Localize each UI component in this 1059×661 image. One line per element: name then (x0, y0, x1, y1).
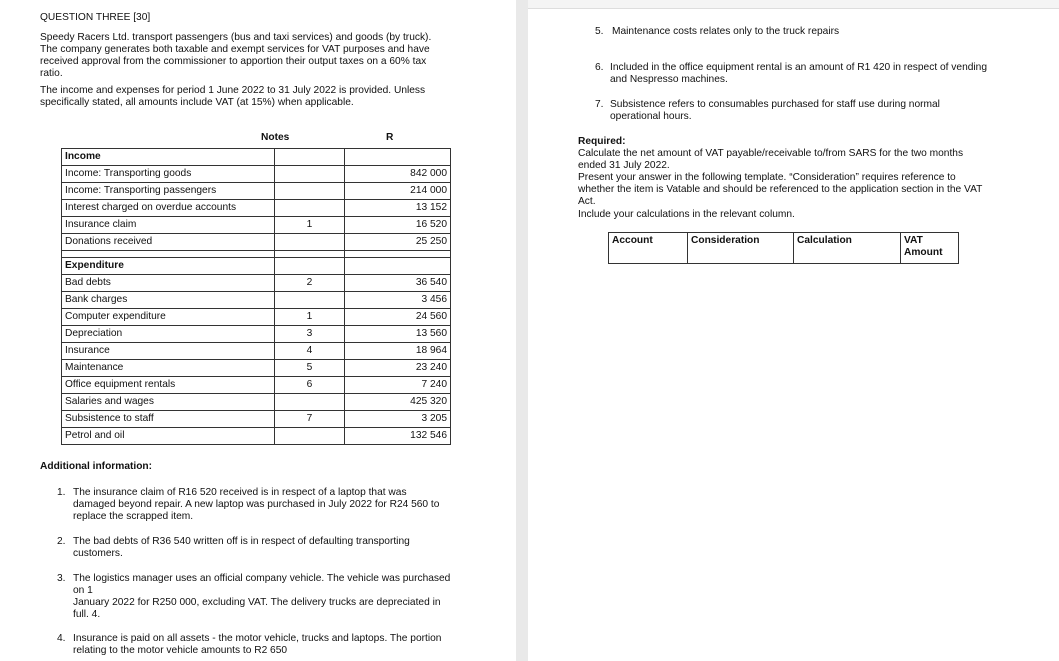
expenditure-heading: Expenditure (62, 258, 275, 275)
note-line: The insurance claim of R16 520 received is in respect of a laptop that was (73, 487, 407, 498)
row-amount: 214 000 (345, 183, 451, 200)
intro-line-1: Speedy Racers Ltd. transport passengers (bus and taxi services) and goods (by truck). (40, 32, 432, 43)
table-row (62, 166, 451, 183)
required-heading: Required: (578, 136, 626, 147)
note-line: The bad debts of R36 540 written off is in respect of defaulting transporting (73, 536, 410, 547)
intro-line-4: ratio. (40, 68, 63, 79)
required-line: ended 31 July 2022. (578, 160, 670, 171)
income-expense-table (61, 148, 451, 445)
note-number: 3. (57, 573, 66, 584)
table-row (62, 234, 451, 251)
note-line: Included in the office equipment rental is an amount of R1 420 in respect of vending (610, 62, 987, 73)
additional-info-heading: Additional information: (40, 461, 153, 472)
income-heading: Income (62, 149, 275, 166)
template-header-consideration: Consideration (688, 233, 794, 264)
note-line: customers. (73, 548, 123, 559)
row-label: Salaries and wages (62, 394, 275, 411)
table-row (62, 343, 451, 360)
row-note (275, 200, 345, 217)
period-line-2: specifically stated, all amounts include VAT (at 15%) when applicable. (40, 97, 354, 108)
question-title: QUESTION THREE [30] (40, 12, 151, 23)
row-note: 4 (275, 343, 345, 360)
right-page (528, 9, 1059, 661)
table-row (62, 258, 451, 275)
table-row (62, 377, 451, 394)
note-number: 6. (595, 62, 604, 73)
note-line: replace the scrapped item. (73, 511, 194, 522)
row-label: Insurance claim (62, 217, 275, 234)
row-label: Interest charged on overdue accounts (62, 200, 275, 217)
left-page (0, 0, 516, 661)
row-amount: 24 560 (345, 309, 451, 326)
row-note (275, 292, 345, 309)
required-line: Include your calculations in the relevant column. (578, 209, 795, 220)
table-row (62, 394, 451, 411)
note-line: Maintenance costs relates only to the truck repairs (612, 26, 840, 37)
template-header-account: Account (609, 233, 688, 264)
row-note (275, 394, 345, 411)
row-amount: 16 520 (345, 217, 451, 234)
note-number: 4. (57, 633, 66, 644)
row-amount: 13 560 (345, 326, 451, 343)
row-amount: 3 205 (345, 411, 451, 428)
row-label: Depreciation (62, 326, 275, 343)
table-row (62, 309, 451, 326)
row-amount: 842 000 (345, 166, 451, 183)
note-number: 1. (57, 487, 66, 498)
template-header-calculation: Calculation (794, 233, 901, 264)
table-row (62, 275, 451, 292)
row-label: Maintenance (62, 360, 275, 377)
row-note: 1 (275, 309, 345, 326)
row-label: Income: Transporting goods (62, 166, 275, 183)
table-row (62, 326, 451, 343)
required-line: whether the item is Vatable and should be referenced to the application section in the VAT (578, 184, 983, 195)
table-row (62, 183, 451, 200)
row-label: Petrol and oil (62, 428, 275, 445)
row-note (275, 166, 345, 183)
row-note: 7 (275, 411, 345, 428)
required-line: Present your answer in the following template. “Consideration” requires reference to (578, 172, 956, 183)
table-row (62, 149, 451, 166)
row-label: Donations received (62, 234, 275, 251)
table-row (62, 217, 451, 234)
row-note: 5 (275, 360, 345, 377)
row-label: Office equipment rentals (62, 377, 275, 394)
required-line: Calculate the net amount of VAT payable/receivable to/from SARS for the two months (578, 148, 964, 159)
row-amount: 425 320 (345, 394, 451, 411)
note-line: relating to the motor vehicle amounts to R2 650 (73, 645, 288, 656)
col-header-r: R (386, 132, 394, 143)
row-label: Insurance (62, 343, 275, 360)
note-line: damaged beyond repair. A new laptop was purchased in July 2022 for R24 560 to (73, 499, 440, 510)
row-label: Income: Transporting passengers (62, 183, 275, 200)
row-label: Bad debts (62, 275, 275, 292)
row-note (275, 428, 345, 445)
note-line: full. 4. (73, 609, 101, 620)
period-line-1: The income and expenses for period 1 June 2022 to 31 July 2022 is provided. Unless (40, 85, 426, 96)
note-line: and Nespresso machines. (610, 74, 728, 85)
note-number: 7. (595, 99, 604, 110)
row-note: 1 (275, 217, 345, 234)
note-line: Subsistence refers to consumables purchased for staff use during normal (610, 99, 940, 110)
row-amount: 18 964 (345, 343, 451, 360)
page-top-strip (528, 0, 1059, 9)
row-amount: 7 240 (345, 377, 451, 394)
col-header-notes: Notes (261, 132, 290, 143)
note-line: The logistics manager uses an official company vehicle. The vehicle was purchased (73, 573, 451, 584)
table-row (62, 428, 451, 445)
row-label: Computer expenditure (62, 309, 275, 326)
row-label: Bank charges (62, 292, 275, 309)
row-amount: 13 152 (345, 200, 451, 217)
row-amount: 3 456 (345, 292, 451, 309)
row-amount: 25 250 (345, 234, 451, 251)
note-line: on 1 (73, 585, 93, 596)
answer-template-table (608, 232, 959, 264)
table-spacer-row (62, 251, 451, 258)
required-line: Act. (578, 196, 596, 207)
table-row (62, 200, 451, 217)
row-note: 2 (275, 275, 345, 292)
note-line: Insurance is paid on all assets - the motor vehicle, trucks and laptops. The portion (73, 633, 442, 644)
intro-line-2: The company generates both taxable and exempt services for VAT purposes and have (40, 44, 430, 55)
row-note (275, 183, 345, 200)
table-header-row (609, 233, 959, 264)
table-row (62, 411, 451, 428)
template-header-vat-amount: VAT Amount (901, 233, 959, 264)
row-amount: 132 546 (345, 428, 451, 445)
note-line: operational hours. (610, 111, 692, 122)
row-note (275, 234, 345, 251)
note-line: January 2022 for R250 000, excluding VAT. The delivery trucks are depreciated in (73, 597, 441, 608)
row-note: 3 (275, 326, 345, 343)
table-row (62, 360, 451, 377)
row-amount: 23 240 (345, 360, 451, 377)
row-note: 6 (275, 377, 345, 394)
note-number: 2. (57, 536, 66, 547)
note-number: 5. (595, 26, 604, 37)
row-amount: 36 540 (345, 275, 451, 292)
table-row (62, 292, 451, 309)
intro-line-3: received approval from the commissioner to apportion their output taxes on a 60% tax (40, 56, 427, 67)
row-label: Subsistence to staff (62, 411, 275, 428)
